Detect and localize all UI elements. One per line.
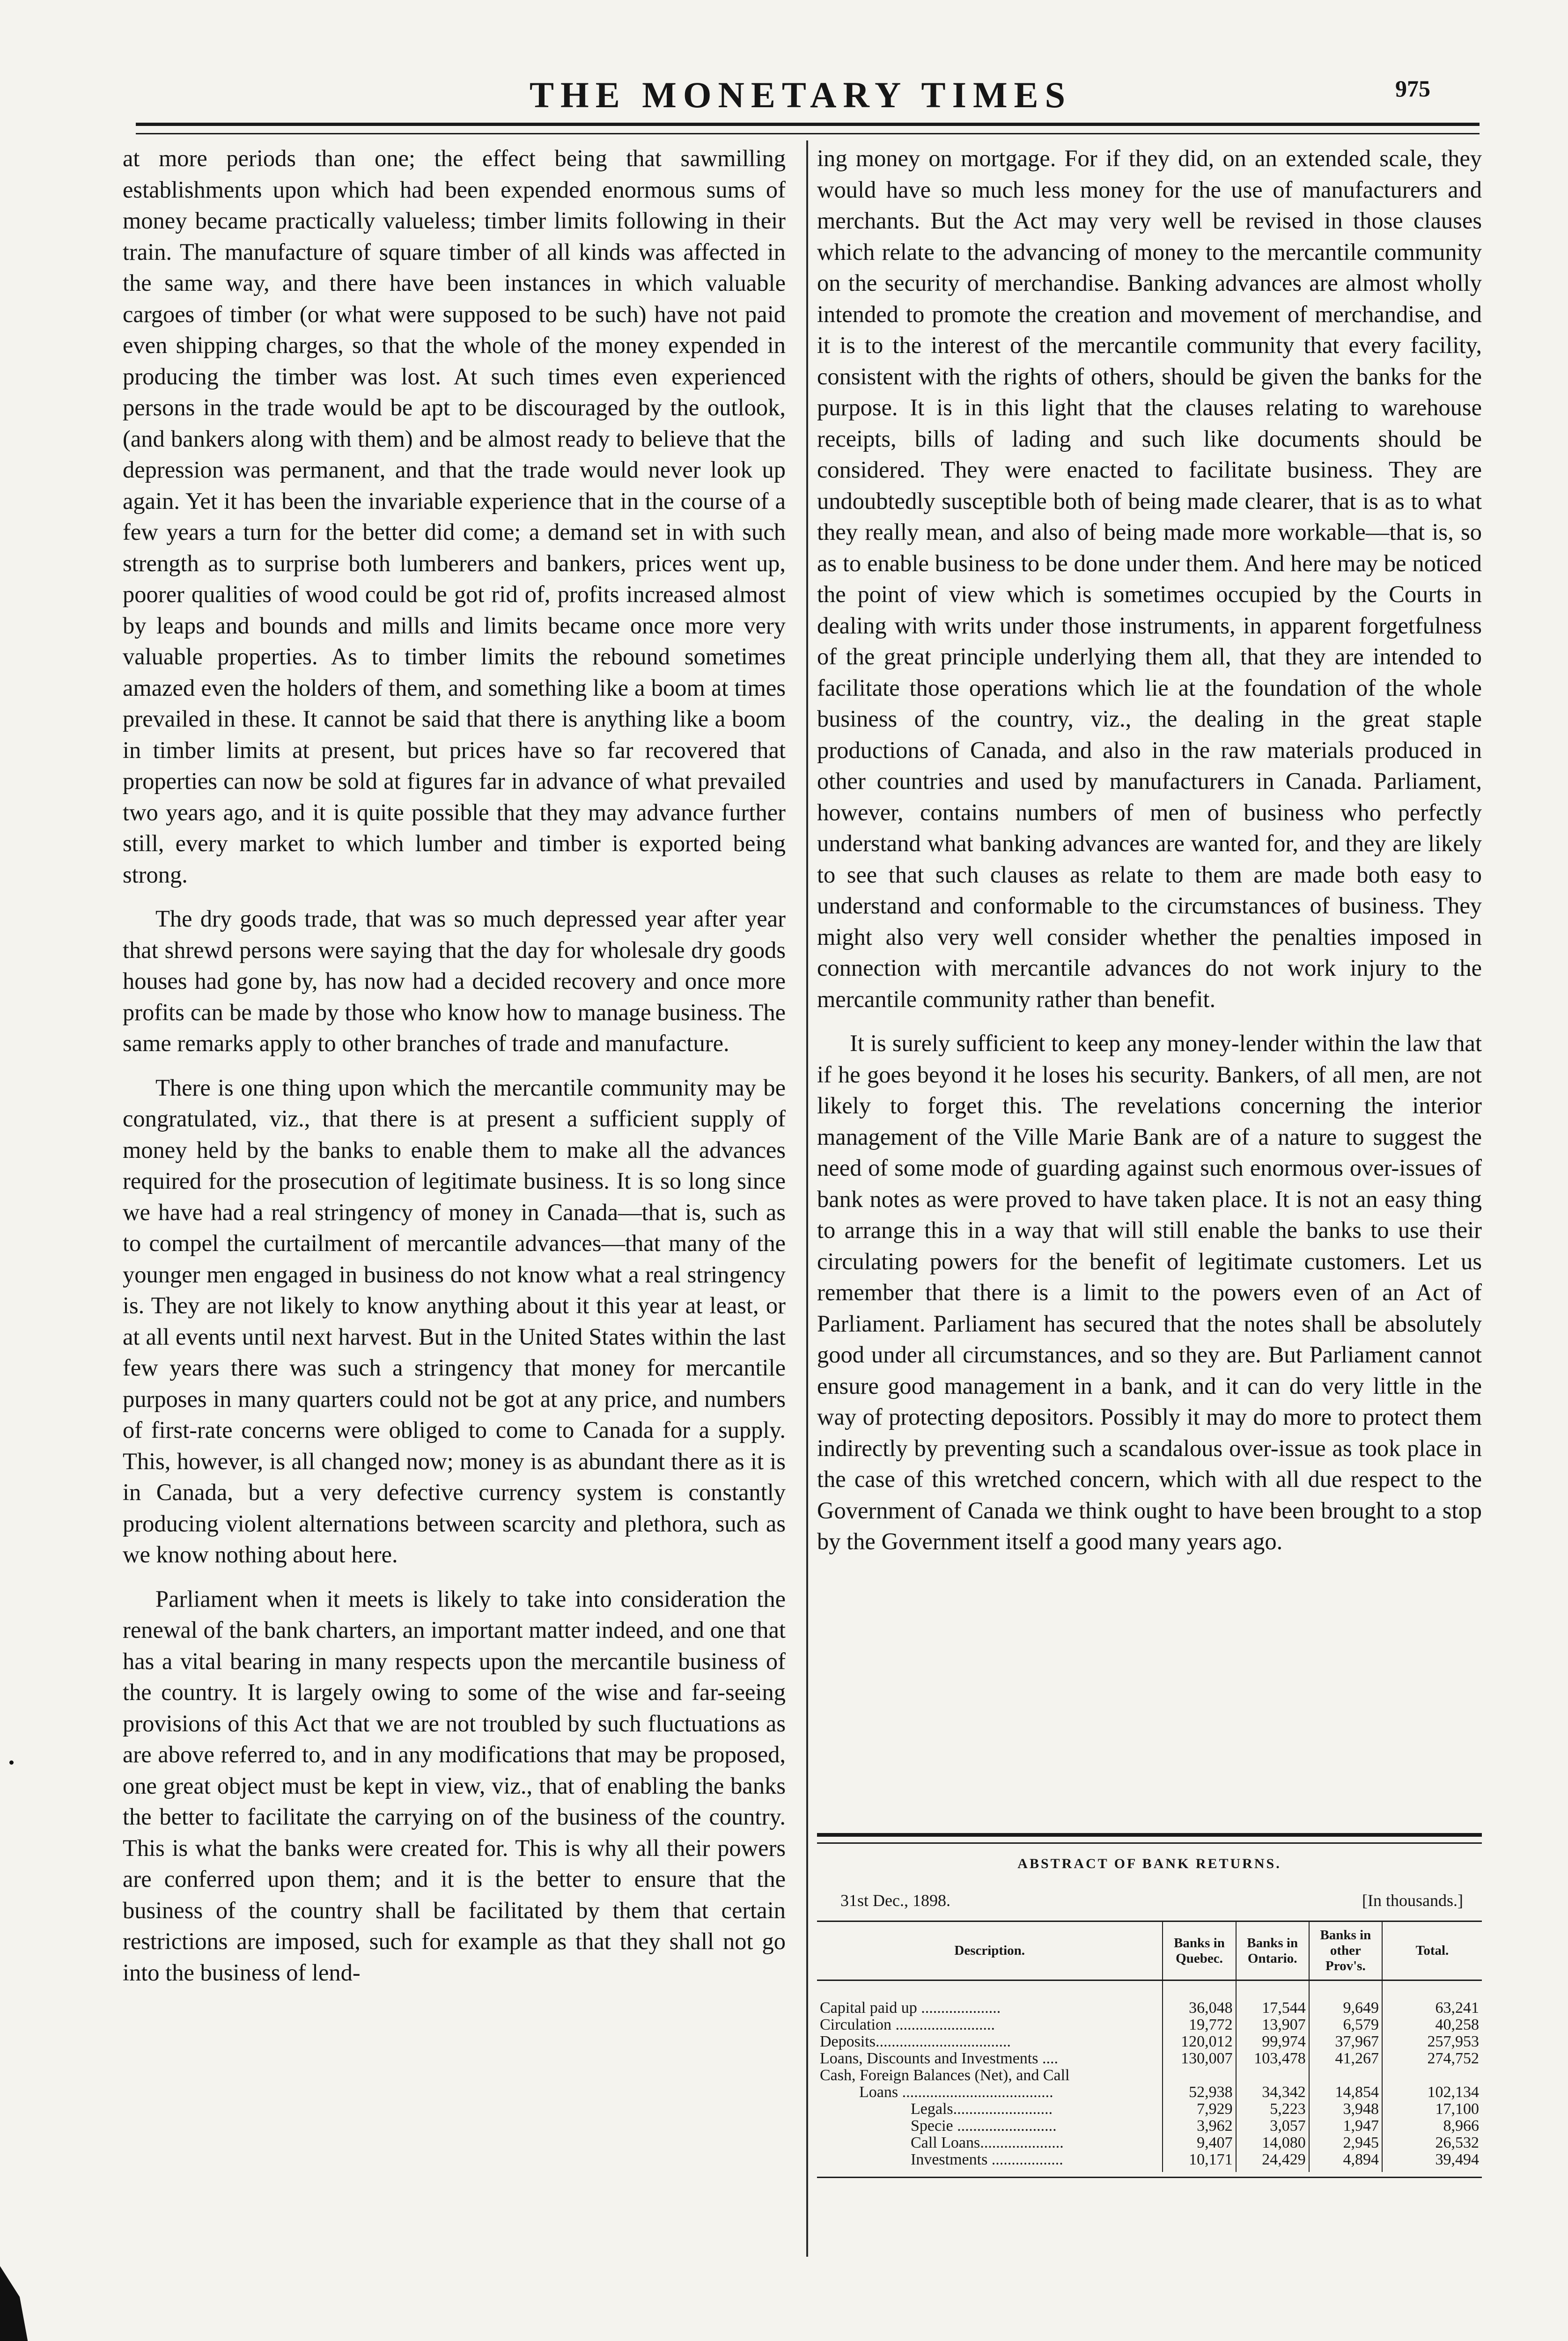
cell-quebec: 130,007 — [1163, 2050, 1236, 2067]
row-description: Legals......................... — [911, 2100, 1053, 2118]
cell-quebec: 10,171 — [1163, 2151, 1236, 2172]
cell-quebec: 19,772 — [1163, 2017, 1236, 2033]
table-row — [817, 2033, 1482, 2050]
header-quebec: Banks in Quebec. — [1163, 1921, 1236, 1980]
row-description: Capital paid up .................... — [820, 1999, 1001, 2017]
margin-speck — [9, 1760, 14, 1765]
cell-ontario: 17,544 — [1236, 2000, 1309, 2017]
left-column — [123, 143, 786, 2001]
row-description: Deposits.................................. — [820, 2033, 1011, 2050]
table-rule-bottom — [817, 2177, 1482, 2178]
cell-other: 37,967 — [1309, 2033, 1382, 2050]
bank-returns-table-block — [817, 1833, 1482, 2178]
cell-total: 39,494 — [1382, 2151, 1482, 2172]
cell-ontario: 99,974 — [1236, 2033, 1309, 2050]
cell-quebec: 3,962 — [1163, 2118, 1236, 2135]
cell-ontario — [1236, 2067, 1309, 2084]
table-row — [817, 2050, 1482, 2067]
row-description: Investments .................. — [911, 2151, 1063, 2168]
header-ontario: Banks in Ontario. — [1236, 1921, 1309, 1980]
cell-ontario: 5,223 — [1236, 2101, 1309, 2118]
page-number: 975 — [1395, 75, 1430, 102]
cell-ontario: 103,478 — [1236, 2050, 1309, 2067]
page-edge-shadow — [0, 2266, 33, 2341]
paragraph-timber: at more periods than one; the effect being that sawmilling establishments upon which had been expended enormous sums of money became practically valueless; timber limits following in their train. The manufacture of square timber of all kinds was affected in the same way, and there have been instances in which valuable cargoes of timber (or what were supposed to be such) have not paid even shipping charges, so that the whole of the money expended in producing the timber was lost. At such times even experienced persons in the trade would be apt to be discouraged by the outlook, (and bankers along with them) and be almost ready to believe that the depression was permanent, and that the trade would never look up again. Yet it has been the invariable experience that in the course of a few years a turn for the better did come; a demand set in with such strength as to surprise both lumberers and bankers, prices went up, poorer qualities of wood could be got rid of, profits increased almost by leaps and bounds and mills and limits became once more very valuable properties. As to timber limits the rebound sometimes amazed even the holders of them, and something like a boom at times prevailed in these. It cannot be said that there is anything like a boom in timber limits at present, but prices have so far recovered that properties can now be sold at figures far in advance of what prevailed two years ago, and it is quite possible that they may advance further still, every market to which lumber and timber is exported being strong. — [123, 145, 786, 888]
cell-other — [1309, 2067, 1382, 2084]
table-rule-thin — [817, 1842, 1482, 1844]
row-description: Circulation ......................... — [820, 2016, 995, 2033]
table-row — [817, 2067, 1482, 2084]
cell-quebec: 9,407 — [1163, 2135, 1236, 2151]
row-description: Specie ......................... — [911, 2117, 1057, 2135]
cell-other: 9,649 — [1309, 2000, 1382, 2017]
cell-total: 257,953 — [1382, 2033, 1482, 2050]
header-rule — [136, 123, 1480, 126]
header-other-provinces: Banks in other Prov's. — [1309, 1921, 1382, 1980]
row-description: Loans ...................................... — [859, 2083, 1053, 2101]
table-units: [In thousands.] — [1362, 1891, 1463, 1910]
cell-total — [1382, 2067, 1482, 2084]
cell-other: 41,267 — [1309, 2050, 1382, 2067]
paragraph-mortgage: ing money on mortgage. For if they did, on an extended scale, they would have so much less money for the use of manufacturers and merchants. But the Act may very well be revised in those clauses which relate to the advancing of money to the mercantile community on the security of merchandise. Banking advances are almost wholly intended to promote the creation and movement of merchandise, and it is to the interest of the mercantile community that every facility, consistent with the rights of others, should be given the banks for the purpose. It is in this light that the clauses relating to warehouse receipts, bills of lading and such like documents should be considered. They were enacted to facilitate business. They are undoubtedly susceptible both of being made clearer, that is as to what they really mean, and also of being made more workable—that is, so as to enable business to be done under them. And here may be noticed the point of view which is sometimes occupied by the Courts in dealing with writs under those instruments, in apparent forgetfulness of the great principle underlying them all, that they are intended to facilitate those operations which lie at the foundation of the whole business of the country, viz., the dealing in the great staple productions of Canada, and also in the raw materials produced in other countries and used by manufacturers in Canada. Parliament, however, contains numbers of men of business who perfectly understand what banking advances are wanted for, and they are likely to see that such clauses as relate to them are made both easy to understand and conformable to the circumstances of business. They might also very well consider whether the penalties imposed in connection with mercantile advances do not work injury to the mercantile community rather than benefit. — [817, 145, 1482, 1012]
table-row — [817, 2118, 1482, 2135]
cell-other: 3,948 — [1309, 2101, 1382, 2118]
right-column — [817, 143, 1482, 1570]
table-row — [817, 2151, 1482, 2172]
header-rule-thin — [136, 133, 1480, 134]
table-row — [817, 2000, 1482, 2017]
cell-other: 1,947 — [1309, 2118, 1382, 2135]
paragraph-money-supply: There is one thing upon which the mercantile community may be congratulated, viz., that there is at present a sufficient supply of money held by the banks to enable them to make all the advances required for the prosecution of legitimate business. It is so long since we have had a real stringency of money in Canada—that is, such as to compel the curtailment of mercantile advances—that many of the younger men engaged in business do not know what a real stringency is. They are not likely to know anything about it this year at least, or at all events until next harvest. But in the United States within the last few years there was such a stringency that money for mercantile purposes in many quarters could not be got at any price, and numbers of first-rate concerns were obliged to come to Canada for a supply. This, however, is all changed now; money is as abundant there as it is in Canada, but a very defective currency system is constantly producing violent alternations between scarcity and plethora, such as we know nothing about here. — [123, 1074, 786, 1568]
table-row — [817, 2017, 1482, 2033]
row-description: Call Loans..................... — [911, 2134, 1064, 2151]
cell-quebec: 7,929 — [1163, 2101, 1236, 2118]
table-spacer-row — [817, 1980, 1482, 2000]
table-row — [817, 2135, 1482, 2151]
cell-total: 17,100 — [1382, 2101, 1482, 2118]
table-title: ABSTRACT OF BANK RETURNS. — [1017, 1856, 1281, 1871]
cell-other: 14,854 — [1309, 2084, 1382, 2101]
table-subheading — [817, 1891, 1482, 1910]
cell-total: 26,532 — [1382, 2135, 1482, 2151]
cell-quebec: 52,938 — [1163, 2084, 1236, 2101]
column-divider — [806, 140, 808, 2257]
cell-ontario: 13,907 — [1236, 2017, 1309, 2033]
cell-ontario: 3,057 — [1236, 2118, 1309, 2135]
table-row — [817, 2084, 1482, 2101]
cell-other: 4,894 — [1309, 2151, 1382, 2172]
paragraph-dry-goods: The dry goods trade, that was so much depressed year after year that shrewd persons were saying that the day for wholesale dry goods houses had gone by, has now had a decided recovery and once more profits can be made by those who know how to manage business. The same remarks apply to other branches of trade and manufacture. — [123, 905, 786, 1056]
masthead-title: THE MONETARY TIMES — [530, 74, 1072, 115]
table-rule-thick — [817, 1833, 1482, 1837]
cell-other: 2,945 — [1309, 2135, 1382, 2151]
cell-quebec — [1163, 2067, 1236, 2084]
table-header-row — [817, 1921, 1482, 1980]
paragraph-bank-charters: Parliament when it meets is likely to take into consideration the renewal of the bank charters, an important matter indeed, and one that has a vital bearing in many respects upon the mercantile business of the country. It is largely owing to some of the wise and far-seeing provisions of this Act that we are not troubled by such fluctuations as are above referred to, and in any modifications that may be proposed, one great object must be kept in view, viz., that of enabling the banks the better to facilitate the carrying on of the business of the country. This is what the banks were created for. This is why all their powers are conferred upon them; and it is the better to ensure that the business of the country shall be facilitated by them that certain restrictions are imposed, such for example as that they shall not go into the business of lend- — [123, 1585, 786, 1986]
cell-ontario: 24,429 — [1236, 2151, 1309, 2172]
paragraph-ville-marie: It is surely sufficient to keep any money-lender within the law that if he goes beyond it he loses his security. Bankers, of all men, are not likely to forget this. The revelations concerning the interior management of the Ville Marie Bank are of a nature to suggest the need of some mode of guarding against such enormous over-issues of bank notes as were proved to have taken place. It is not an easy thing to arrange this in a way that will still enable the banks to use their circulating powers for the benefit of legitimate customers. Let us remember that there is a limit to the powers even of an Act of Parliament. Parliament has secured that the notes shall be absolutely good under all circumstances, and so they are. But Parliament cannot ensure good management in a bank, and it can do very little in the way of protecting depositors. Possibly it may do more to protect them indirectly by preventing such a scandalous over-issue as took place in the case of this wretched concern, which with all due respect to the Government of Canada we think ought to have been brought to a stop by the Government itself a good many years ago. — [817, 1030, 1482, 1554]
cell-total: 8,966 — [1382, 2118, 1482, 2135]
cell-total: 40,258 — [1382, 2017, 1482, 2033]
row-description: Cash, Foreign Balances (Net), and Call — [820, 2067, 1070, 2084]
row-description: Loans, Discounts and Investments .... — [820, 2050, 1058, 2067]
table-date: 31st Dec., 1898. — [840, 1891, 950, 1910]
cell-total: 274,752 — [1382, 2050, 1482, 2067]
bank-returns-table — [817, 1921, 1482, 2172]
cell-total: 63,241 — [1382, 2000, 1482, 2017]
cell-other: 6,579 — [1309, 2017, 1382, 2033]
cell-ontario: 14,080 — [1236, 2135, 1309, 2151]
header-total: Total. — [1382, 1921, 1482, 1980]
cell-quebec: 120,012 — [1163, 2033, 1236, 2050]
cell-total: 102,134 — [1382, 2084, 1482, 2101]
table-row — [817, 2101, 1482, 2118]
header-description: Description. — [817, 1921, 1163, 1980]
cell-ontario: 34,342 — [1236, 2084, 1309, 2101]
cell-quebec: 36,048 — [1163, 2000, 1236, 2017]
